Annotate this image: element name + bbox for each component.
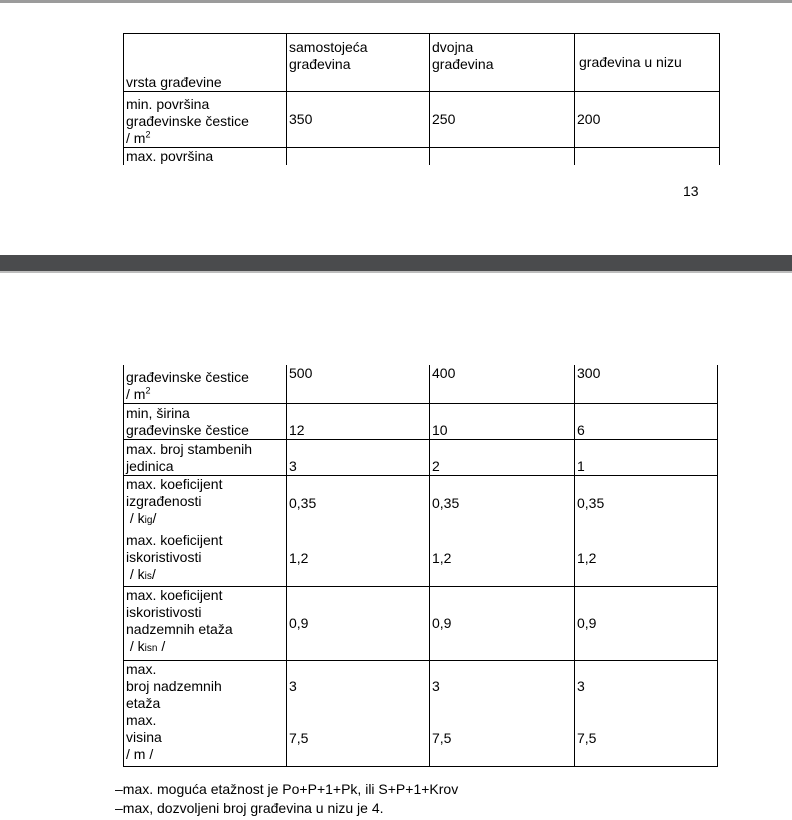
value-cell: 500 bbox=[287, 365, 430, 403]
value-cell: 3 bbox=[287, 660, 430, 712]
table-row-kis bbox=[124, 532, 718, 586]
value-cell: 400 bbox=[430, 365, 575, 403]
table-row-dwelling-units bbox=[124, 439, 718, 475]
value-cell: 250 bbox=[430, 92, 575, 148]
header-semi-detached: dvojna građevina bbox=[430, 34, 575, 92]
table-row-floors bbox=[124, 660, 718, 712]
label-kig: max. koeficijent izgrađenosti / kig/ bbox=[124, 475, 287, 532]
value-cell: 3 bbox=[430, 660, 575, 712]
label-max-area-start: max. površina bbox=[124, 148, 287, 166]
value-cell: 10 bbox=[430, 403, 575, 439]
label-max-area: građevinske čestice / $m^2$ bbox=[124, 365, 287, 403]
table-row-kisn bbox=[124, 586, 718, 660]
header-row-house: građevina u nizu bbox=[575, 34, 720, 92]
table-row-min-width bbox=[124, 403, 718, 439]
building-parameters-table-part2 bbox=[123, 365, 718, 767]
table-header-row bbox=[124, 34, 720, 92]
document-page-14 bbox=[0, 273, 792, 820]
value-cell: 0,35 bbox=[575, 475, 718, 532]
value-cell: 1 bbox=[575, 439, 718, 475]
value-cell: 7,5 bbox=[287, 712, 430, 766]
value-cell: 1,2 bbox=[575, 532, 718, 586]
table-row-kig bbox=[124, 475, 718, 532]
page-number: 13 bbox=[683, 183, 699, 199]
value-cell: 0,9 bbox=[287, 586, 430, 660]
label-height: max. visina / m / bbox=[124, 712, 287, 766]
value-cell: 3 bbox=[287, 439, 430, 475]
table-row-max-area bbox=[124, 365, 718, 403]
value-cell: 0,35 bbox=[287, 475, 430, 532]
table-row-min-area bbox=[124, 92, 720, 148]
page-separator bbox=[0, 255, 792, 271]
label-kisn: max. koeficijent iskoristivosti nadzemnih etaža / kisn / bbox=[124, 586, 287, 660]
value-cell: 0,9 bbox=[575, 586, 718, 660]
label-dwelling-units: max. broj stambenih jedinica bbox=[124, 439, 287, 475]
value-cell: 12 bbox=[287, 403, 430, 439]
value-cell: 1,2 bbox=[287, 532, 430, 586]
document-page-13 bbox=[0, 3, 792, 255]
note-max-row-houses: –max, dozvoljeni broj građevina u nizu je 4. bbox=[115, 800, 384, 816]
table-row-height bbox=[124, 712, 718, 766]
label-kis: max. koeficijent iskoristivosti / kis/ bbox=[124, 532, 287, 586]
header-building-type: vrsta građevine bbox=[124, 34, 287, 92]
label-min-area: min. površina građevinske čestice / $m^2$ bbox=[124, 92, 287, 148]
value-cell: 0,35 bbox=[430, 475, 575, 532]
header-detached: samostojeća građevina bbox=[287, 34, 430, 92]
value-cell: 0,9 bbox=[430, 586, 575, 660]
value-cell: 7,5 bbox=[575, 712, 718, 766]
note-max-floors: –max. moguća etažnost je Po+P+1+Pk, ili S+P+1+Krov bbox=[115, 781, 459, 797]
label-min-width: min, širina građevinske čestice bbox=[124, 403, 287, 439]
value-cell: 1,2 bbox=[430, 532, 575, 586]
label-floors: max. broj nadzemnih etaža bbox=[124, 660, 287, 712]
value-cell: 200 bbox=[575, 92, 720, 148]
building-parameters-table-part1 bbox=[123, 33, 720, 165]
value-cell: 6 bbox=[575, 403, 718, 439]
value-cell: 2 bbox=[430, 439, 575, 475]
value-cell: 3 bbox=[575, 660, 718, 712]
table-row-max-area-start bbox=[124, 148, 720, 166]
value-cell: 300 bbox=[575, 365, 718, 403]
value-cell: 7,5 bbox=[430, 712, 575, 766]
value-cell: 350 bbox=[287, 92, 430, 148]
